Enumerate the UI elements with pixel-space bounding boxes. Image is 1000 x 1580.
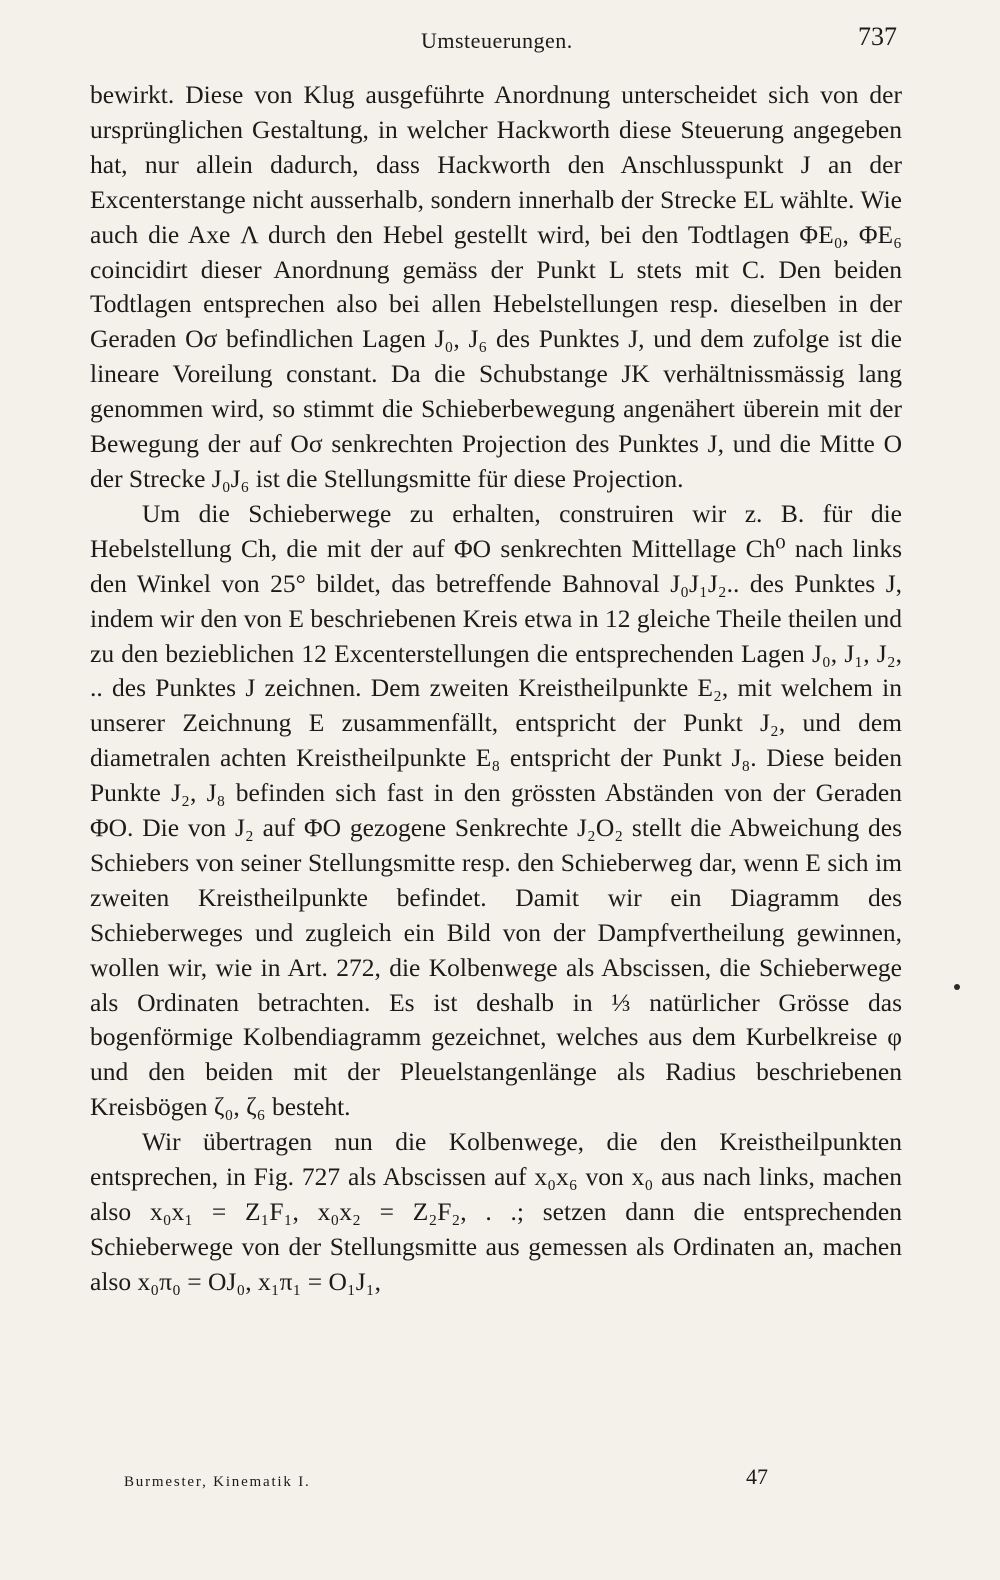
paragraph-kolbenwege: Wir übertragen nun die Kolbenwege, die den Kreistheilpunkten entsprechen, in Fig. 727 als Abscissen auf x₀x₆ von x₀ aus nach links, machen also x₀x₁ = Z₁F₁, x₀x₂ = Z₂F₂, . .; setzen dann die entsprechenden Schieberwege von der Stellungsmitte aus gemessen als Ordinaten an, machen also x₀π₀ = OJ₀, x₁π₁ = O₁J₁, [90, 1127, 902, 1296]
page-number: 737 [858, 22, 897, 51]
page-footer [0, 1462, 1000, 1502]
running-head [0, 20, 1000, 60]
body-text [90, 78, 902, 1300]
running-title: Umsteuerungen. [421, 28, 573, 53]
paragraph-continuation: bewirkt. Diese von Klug ausgeführte Anordnung unterscheidet sich von der ursprünglichen Gestaltung, in welcher Hackworth diese Steuerung angegeben hat, nur allein dadurch, dass Hackworth den Anschlusspunkt J an der Excenterstange nicht ausserhalb, sondern innerhalb der Strecke EL wählte. Wie auch die Axe Λ durch den Hebel gestellt wird, bei den Todtlagen ΦE₀, ΦE₆ coincidirt dieser Anordnung gemäss der Punkt L stets mit C. Den beiden Todtlagen entsprechen also bei allen Hebelstellungen resp. dieselben in der Geraden Oσ befindlichen Lagen J₀, J₆ des Punktes J, und dem zufolge ist die lineare Voreilung constant. Da die Schubstange JK verhältnissmässig lang genommen wird, so stimmt die Schieberbewegung angenähert überein mit der Bewegung der auf Oσ senkrechten Projection des Punktes J, und die Mitte O der Strecke J₀J₆ ist die Stellungsmitte für diese Projection. [90, 80, 902, 493]
paragraph-schieberwege: Um die Schieberwege zu erhalten, construiren wir z. B. für die Hebelstellung Ch, die mit der auf ΦO senkrechten Mittellage Ch⁰ nach links den Winkel von 25° bildet, das betreffende Bahnoval J₀J₁J₂.. des Punktes J, indem wir den von E beschriebenen Kreis etwa in 12 gleiche Theile theilen und zu den bezieblichen 12 Excenterstellungen die entsprechenden Lagen J₀, J₁, J₂, .. des Punktes J zeichnen. Dem zweiten Kreistheilpunkte E₂, mit welchem in unserer Zeichnung E zusammenfällt, entspricht der Punkt J₂, und dem diametralen achten Kreistheilpunkte E₈ entspricht der Punkt J₈. Diese beiden Punkte J₂, J₈ befinden sich fast in den grössten Abständen von der Geraden ΦO. Die von J₂ auf ΦO gezogene Senkrechte J₂O₂ stellt die Abweichung des Schiebers von seiner Stellungsmitte resp. den Schieberweg dar, wenn E sich im zweiten Kreistheilpunkte befindet. Damit wir ein Diagramm des Schieberweges und zugleich ein Bild von der Dampfvertheilung gewinnen, wollen wir, wie in Art. 272, die Kolbenwege als Abscissen, die Schieberwege als Ordinaten betrachten. Es ist deshalb in ⅓ natürlicher Grösse das bogenförmige Kolbendiagramm gezeichnet, welches aus dem Kurbelkreise φ und den beiden mit der Pleuelstangenlänge als Radius beschriebenen Kreisbögen ζ₀, ζ₆ besteht. [90, 498, 902, 1122]
margin-speck [954, 984, 960, 990]
signature-mark: 47 [746, 1464, 768, 1489]
footer-credit: Burmester, Kinematik I. [124, 1474, 311, 1490]
